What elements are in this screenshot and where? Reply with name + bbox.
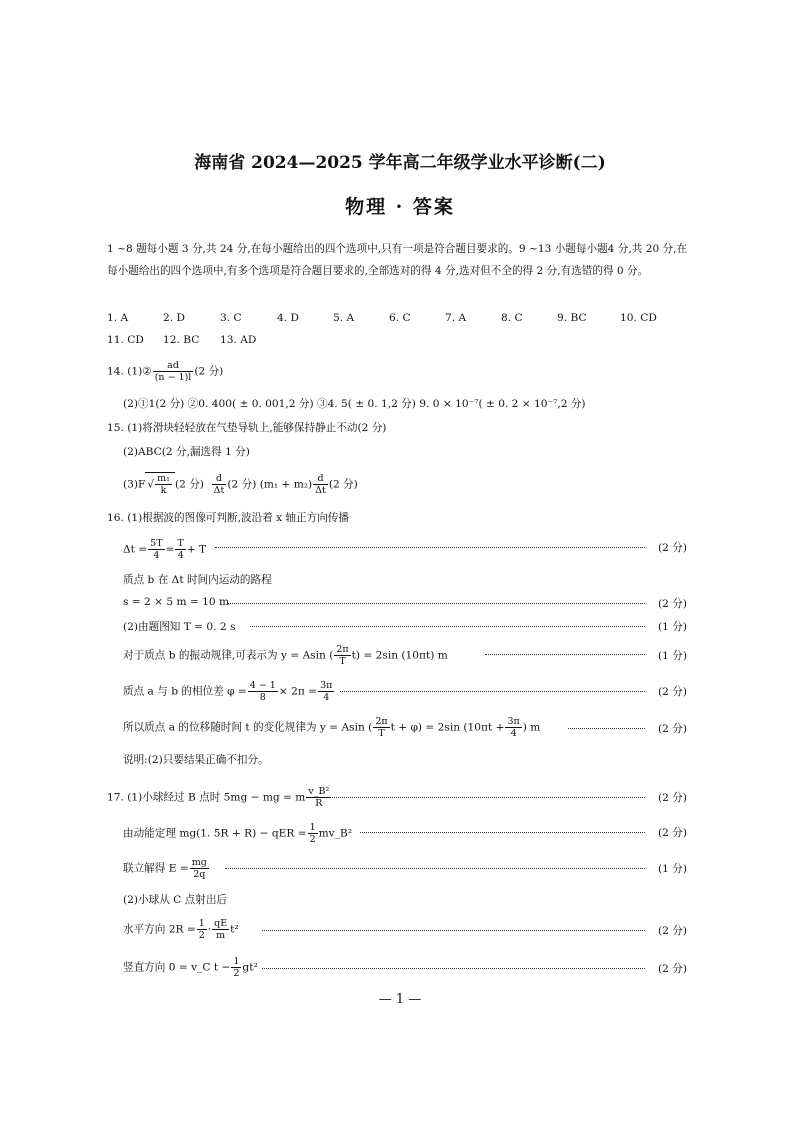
page-title: 海南省 2024—2025 学年高二年级学业水平诊断(二) <box>194 153 606 173</box>
q17-line-5: 水平方向 2R = $\frac{1}{2}$ · $\frac{qE}{m}$ t² <box>123 918 239 941</box>
choice-answer: 4. D <box>277 312 299 324</box>
leader-dots <box>568 728 645 729</box>
leader-dots <box>262 968 645 969</box>
score: (2 分) <box>658 542 687 554</box>
leader-dots <box>250 626 645 627</box>
q16-line-1: 16. (1)根据波的图像可判断,波沿着 x 轴正方向传播 <box>107 512 349 524</box>
score: (1 分) <box>658 863 687 875</box>
q16-line-4: s = 2 × 5 m = 10 m <box>123 596 230 608</box>
q17-line-3: 联立解得 E = $\frac{mg}{2q}$ <box>123 857 207 880</box>
q15-line-1: 15. (1)将滑块轻轻放在气垫导轨上,能够保持静止不动(2 分) <box>107 422 387 434</box>
page-number: — 1 — <box>378 992 422 1007</box>
score: (2 分) <box>658 963 687 975</box>
page-subtitle: 物理 · 答案 <box>345 196 455 218</box>
q16-line-7: 质点 a 与 b 的相位差 φ = $\frac{4 - 1}{8}$ × 2π = $\frac{3\pi}{4}$ <box>123 680 333 703</box>
q16-note: 说明:(2)只要结果正确不扣分。 <box>123 754 269 766</box>
score: (2 分) <box>658 925 687 937</box>
score: (2 分) <box>658 827 687 839</box>
leader-dots <box>360 832 645 833</box>
q16-line-2: Δt = $\frac{5T}{4}$ = $\frac{T}{4}$ + T <box>123 538 207 561</box>
leader-dots <box>225 868 645 869</box>
leader-dots <box>340 691 645 692</box>
q16-line-5: (2)由题图知 T = 0. 2 s <box>123 621 236 633</box>
choice-answer: 5. A <box>333 312 355 324</box>
q17-line-2: 由动能定理 mg(1. 5R + R) − qER = $\frac{1}{2}$ mv_B² <box>123 822 352 845</box>
fraction: $\frac{d}{\Delta t}$ <box>213 473 225 496</box>
score: (2 分) <box>658 686 687 698</box>
q14-line-1: 14. (1)② $\frac{ad}{(n - 1)l}$ (2 分) <box>107 360 224 383</box>
q16-line-3: 质点 b 在 Δt 时间内运动的路程 <box>123 574 272 586</box>
q14-line-2: (2)①1(2 分) ②0. 400( ± 0. 001,2 分) ③4. 5( ± 0. 1,2 分) 9. 0 × 10⁻⁷( ± 0. 2 × 10⁻⁷,2 分) <box>123 398 586 410</box>
choice-answer: 11. CD <box>107 334 144 346</box>
q17-line-1: 17. (1)小球经过 B 点时 5mg − mg = m $\frac{\text{v\_B²}}{R}$ <box>107 786 330 809</box>
q15-line-2: (2)ABC(2 分,漏选得 1 分) <box>123 446 250 458</box>
choice-answer: 1. A <box>107 312 129 324</box>
choice-answer: 12. BC <box>163 334 200 346</box>
choice-answer: 3. C <box>220 312 242 324</box>
choice-answer: 13. AD <box>220 334 257 346</box>
leader-dots <box>215 547 645 548</box>
score: (2 分) <box>658 723 687 735</box>
fraction: $\frac{d}{\Delta t}$ <box>315 473 326 496</box>
leader-dots <box>485 654 645 655</box>
choice-answer: 10. CD <box>620 312 657 324</box>
choice-answer: 7. A <box>445 312 467 324</box>
leader-dots <box>228 603 645 604</box>
score: (2 分) <box>658 598 687 610</box>
q15-line-3: (3)F √ $\frac{\text{m₁}}{k}$ (2 分) $\frac{d}{\Delta t}$ (2 分) (m₁ + m₂) $\frac{d}{\Delta t}$ (2 分) <box>123 473 358 496</box>
q16-line-6: 对于质点 b 的振动规律,可表示为 y = Asin ( $\frac{2\pi}{T}$ t) = 2sin (10πt) m <box>123 644 448 667</box>
choice-answer: 6. C <box>389 312 411 324</box>
choice-answer: 9. BC <box>557 312 587 324</box>
sqrt-expression: √ $\frac{\text{m₁}}{k}$ <box>145 472 175 496</box>
leader-dots <box>325 797 645 798</box>
score: (2 分) <box>658 792 687 804</box>
q17-line-6: 竖直方向 0 = v_C t − $\frac{1}{2}$ gt² <box>123 956 258 979</box>
score: (1 分) <box>658 650 687 662</box>
fraction: $\frac{ad}{(n - 1)l}$ <box>154 360 192 383</box>
intro-paragraph: 1 ~8 题每小题 3 分,共 24 分,在每小题给出的四个选项中,只有一项是符合题目要求的。9 ~13 小题每小题4 分,共 20 分,在每小题给出的四个选项中,有多个选项是符合题目要求的,全部选对的得 4 分,选对但不全的得 2 分,有选错的得 0 分。 <box>107 243 688 277</box>
leader-dots <box>262 930 645 931</box>
score: (1 分) <box>658 621 687 633</box>
choice-answer: 2. D <box>163 312 185 324</box>
q16-line-8: 所以质点 a 的位移随时间 t 的变化规律为 y = Asin ( $\frac{2\pi}{T}$ t + φ) = 2sin (10πt + $\frac{3\pi}{4}$ ) m <box>123 716 541 739</box>
q17-line-4: (2)小球从 C 点射出后 <box>123 894 228 906</box>
choice-answer: 8. C <box>501 312 523 324</box>
